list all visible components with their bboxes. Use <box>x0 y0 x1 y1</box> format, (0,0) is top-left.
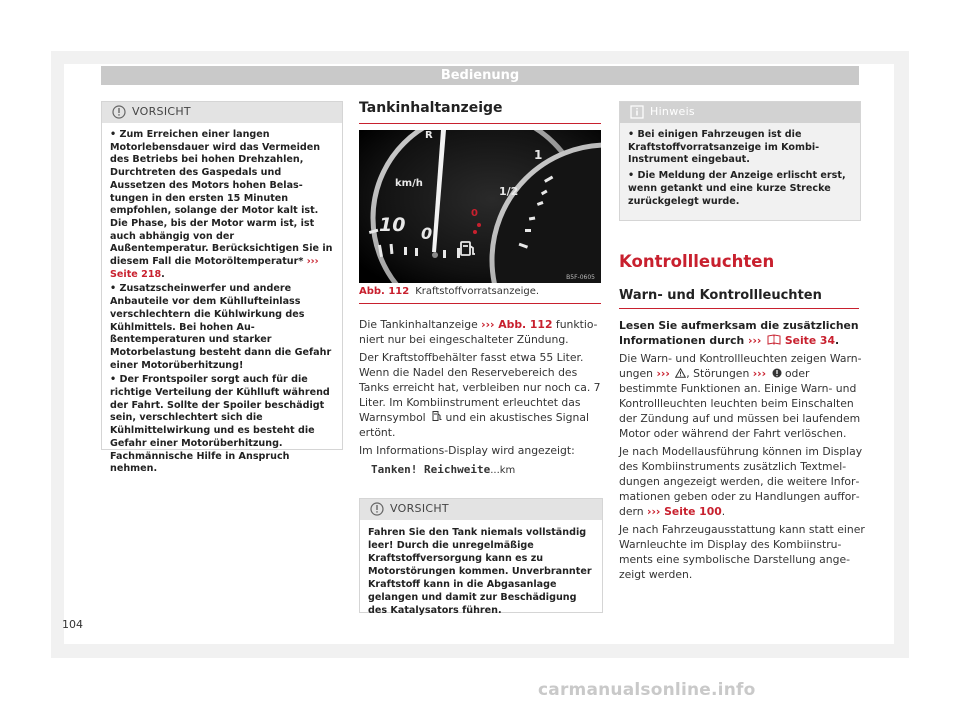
gauge-label-half: 1/2 <box>499 185 519 198</box>
fuel-gauge-figure <box>359 130 601 283</box>
caution-title: VORSICHT <box>132 105 191 118</box>
note-box <box>619 101 861 221</box>
divider <box>359 303 601 304</box>
note-bullet: • Bei einigen Fahrzeugen ist die Kraftstoffvorratsanzeige im Kombi-Instrument eingebaut. <box>628 129 820 166</box>
note-header <box>620 102 860 123</box>
divider <box>359 123 601 124</box>
note-title: Hinweis <box>650 105 695 118</box>
figure-code: B5F-0605 <box>566 274 595 281</box>
paragraph: Je nach Fahrzeugausstattung kann statt einer Warnleuchte im Display des Kombiinstruments eine symbolische Darstellung angezeigt werden. <box>619 523 865 581</box>
paragraph: Je nach Modellausführung können im Display des Kombiinstruments zusätzlich Textmeldungen angezeigt werden, die weitere Informationen geben oder zu Handlungen auffordern ››› Seite 100. <box>619 445 863 518</box>
section-title-kontrollleuchten: Kontrollleuchten <box>619 252 775 271</box>
book-icon <box>767 334 781 345</box>
fuel-gauge-image <box>359 130 601 283</box>
watermark: carmanualsonline.info <box>538 680 756 700</box>
gauge-label-10: 10 <box>379 214 406 236</box>
note-bullet: • Die Meldung der Anzeige erlischt erst, wenn getankt und eine kurze Strecke zurückgelegt wurde. <box>628 170 846 207</box>
warning-triangle-icon <box>675 368 686 378</box>
display-message: Tanken! Reichweite...km <box>371 463 516 476</box>
caution-title: VORSICHT <box>390 502 449 515</box>
kontroll-text <box>619 318 865 585</box>
caution-icon <box>370 502 384 516</box>
gauge-label-reserve: 0 <box>471 208 478 219</box>
page-ref-link[interactable]: Seite 34 <box>781 334 835 347</box>
caution-box <box>359 498 603 616</box>
page-number: 104 <box>62 618 83 631</box>
page-ref-link[interactable]: ››› Seite 100 <box>647 505 722 518</box>
gauge-label-r: R <box>425 130 433 141</box>
paragraph: Die Tankinhaltanzeige ››› Abb. 112 funktioniert nur bei eingeschalteter Zündung. <box>359 318 598 346</box>
section-title-tank: Tankinhaltanzeige <box>359 100 503 116</box>
paragraph: Im Informations-Display wird angezeigt: <box>359 444 575 457</box>
paragraph: Lesen Sie aufmerksam die zusätzlichen Informationen durch ››› Seite 34. <box>619 319 859 347</box>
caution-bullet: • Zusatzscheinwerfer und andere Anbauteile vor dem Kühllufteinlass verschlechtern die Kühlwirkung des Kühlmittels. Bei hohen Außentemperaturen und starker Motorbelastung besteht dann die Gefahr einer Motorüberhitzung! <box>110 283 332 371</box>
info-icon <box>630 105 644 119</box>
caution-header <box>102 102 342 123</box>
divider <box>619 308 859 309</box>
caution-box <box>101 101 343 475</box>
tank-text <box>359 317 605 478</box>
paragraph: Der Kraftstoffbehälter fasst etwa 55 Liter. Wenn die Nadel den Reservebereich des Tanks erreicht hat, verbleiben nur noch ca. 7 Liter. Im Kombiinstrument erleuchtet das Warnsymbol und ein akustisches Signal ertönt. <box>359 351 601 439</box>
gauge-label-1: 1 <box>534 148 543 162</box>
section-header: Bedienung <box>101 66 859 85</box>
subsection-title: Warn- und Kontrollleuchten <box>619 288 822 303</box>
gauge-label-0: 0 <box>421 224 433 243</box>
failure-circle-icon <box>772 368 782 378</box>
caution-text: Fahren Sie den Tank niemals vollständig leer! Durch die unregelmäßige Kraftstoffversorgung kann es zu Motorstörungen kommen. Unverbrannter Kraftstoff kann in die Abgasanlage gelangen und damit zur Beschädigung des Katalysators führen. <box>368 527 592 616</box>
gauge-kmh-label: km/h <box>395 178 423 189</box>
fuel-pump-icon <box>432 411 442 422</box>
paragraph: Die Warn- und Kontrollleuchten zeigen Warnungen ››› , Störungen ››› oder bestimmte Funktionen an. Einige Warn- und Kontrollleuchten leuchten beim Einschalten der Zündung auf und müssen bei laufendem Motor oder während der Fahrt verlöschen. <box>619 352 862 440</box>
page-ref-link[interactable]: ››› Seite 218 <box>110 256 319 280</box>
caution-header <box>360 499 602 520</box>
figure-ref-link[interactable]: ››› Abb. 112 <box>481 318 553 331</box>
figure-caption: Abb. 112 Kraftstoffvorratsanzeige. <box>359 286 540 297</box>
caution-bullet: • Der Frontspoiler sorgt auch für die richtige Verteilung der Kühlluft während der Fahrt. Sollte der Spoiler beschädigt sein, verschlechtert sich die Kühlmittelwirkung und es besteht die Gefahr einer Motorüberhitzung. Fachmännische Hilfe in Anspruch nehmen. <box>110 374 330 475</box>
caution-bullet: • Zum Erreichen einer langen Motorlebensdauer wird das Vermeiden des Betriebs bei hohen Drehzahlen, Durchtreten des Gaspedals und Aussetzen des Motors hohen Belastungen in den ersten 15 Minuten empfohlen, solange der Motor kalt ist. Die Phase, bis der Motor warm ist, ist auch abhängig von der Außentemperatur. Berücksichtigen Sie in diesem Fall die Motoröltemperatur* ››› Seite 218. <box>110 129 333 280</box>
caution-icon <box>112 105 126 119</box>
